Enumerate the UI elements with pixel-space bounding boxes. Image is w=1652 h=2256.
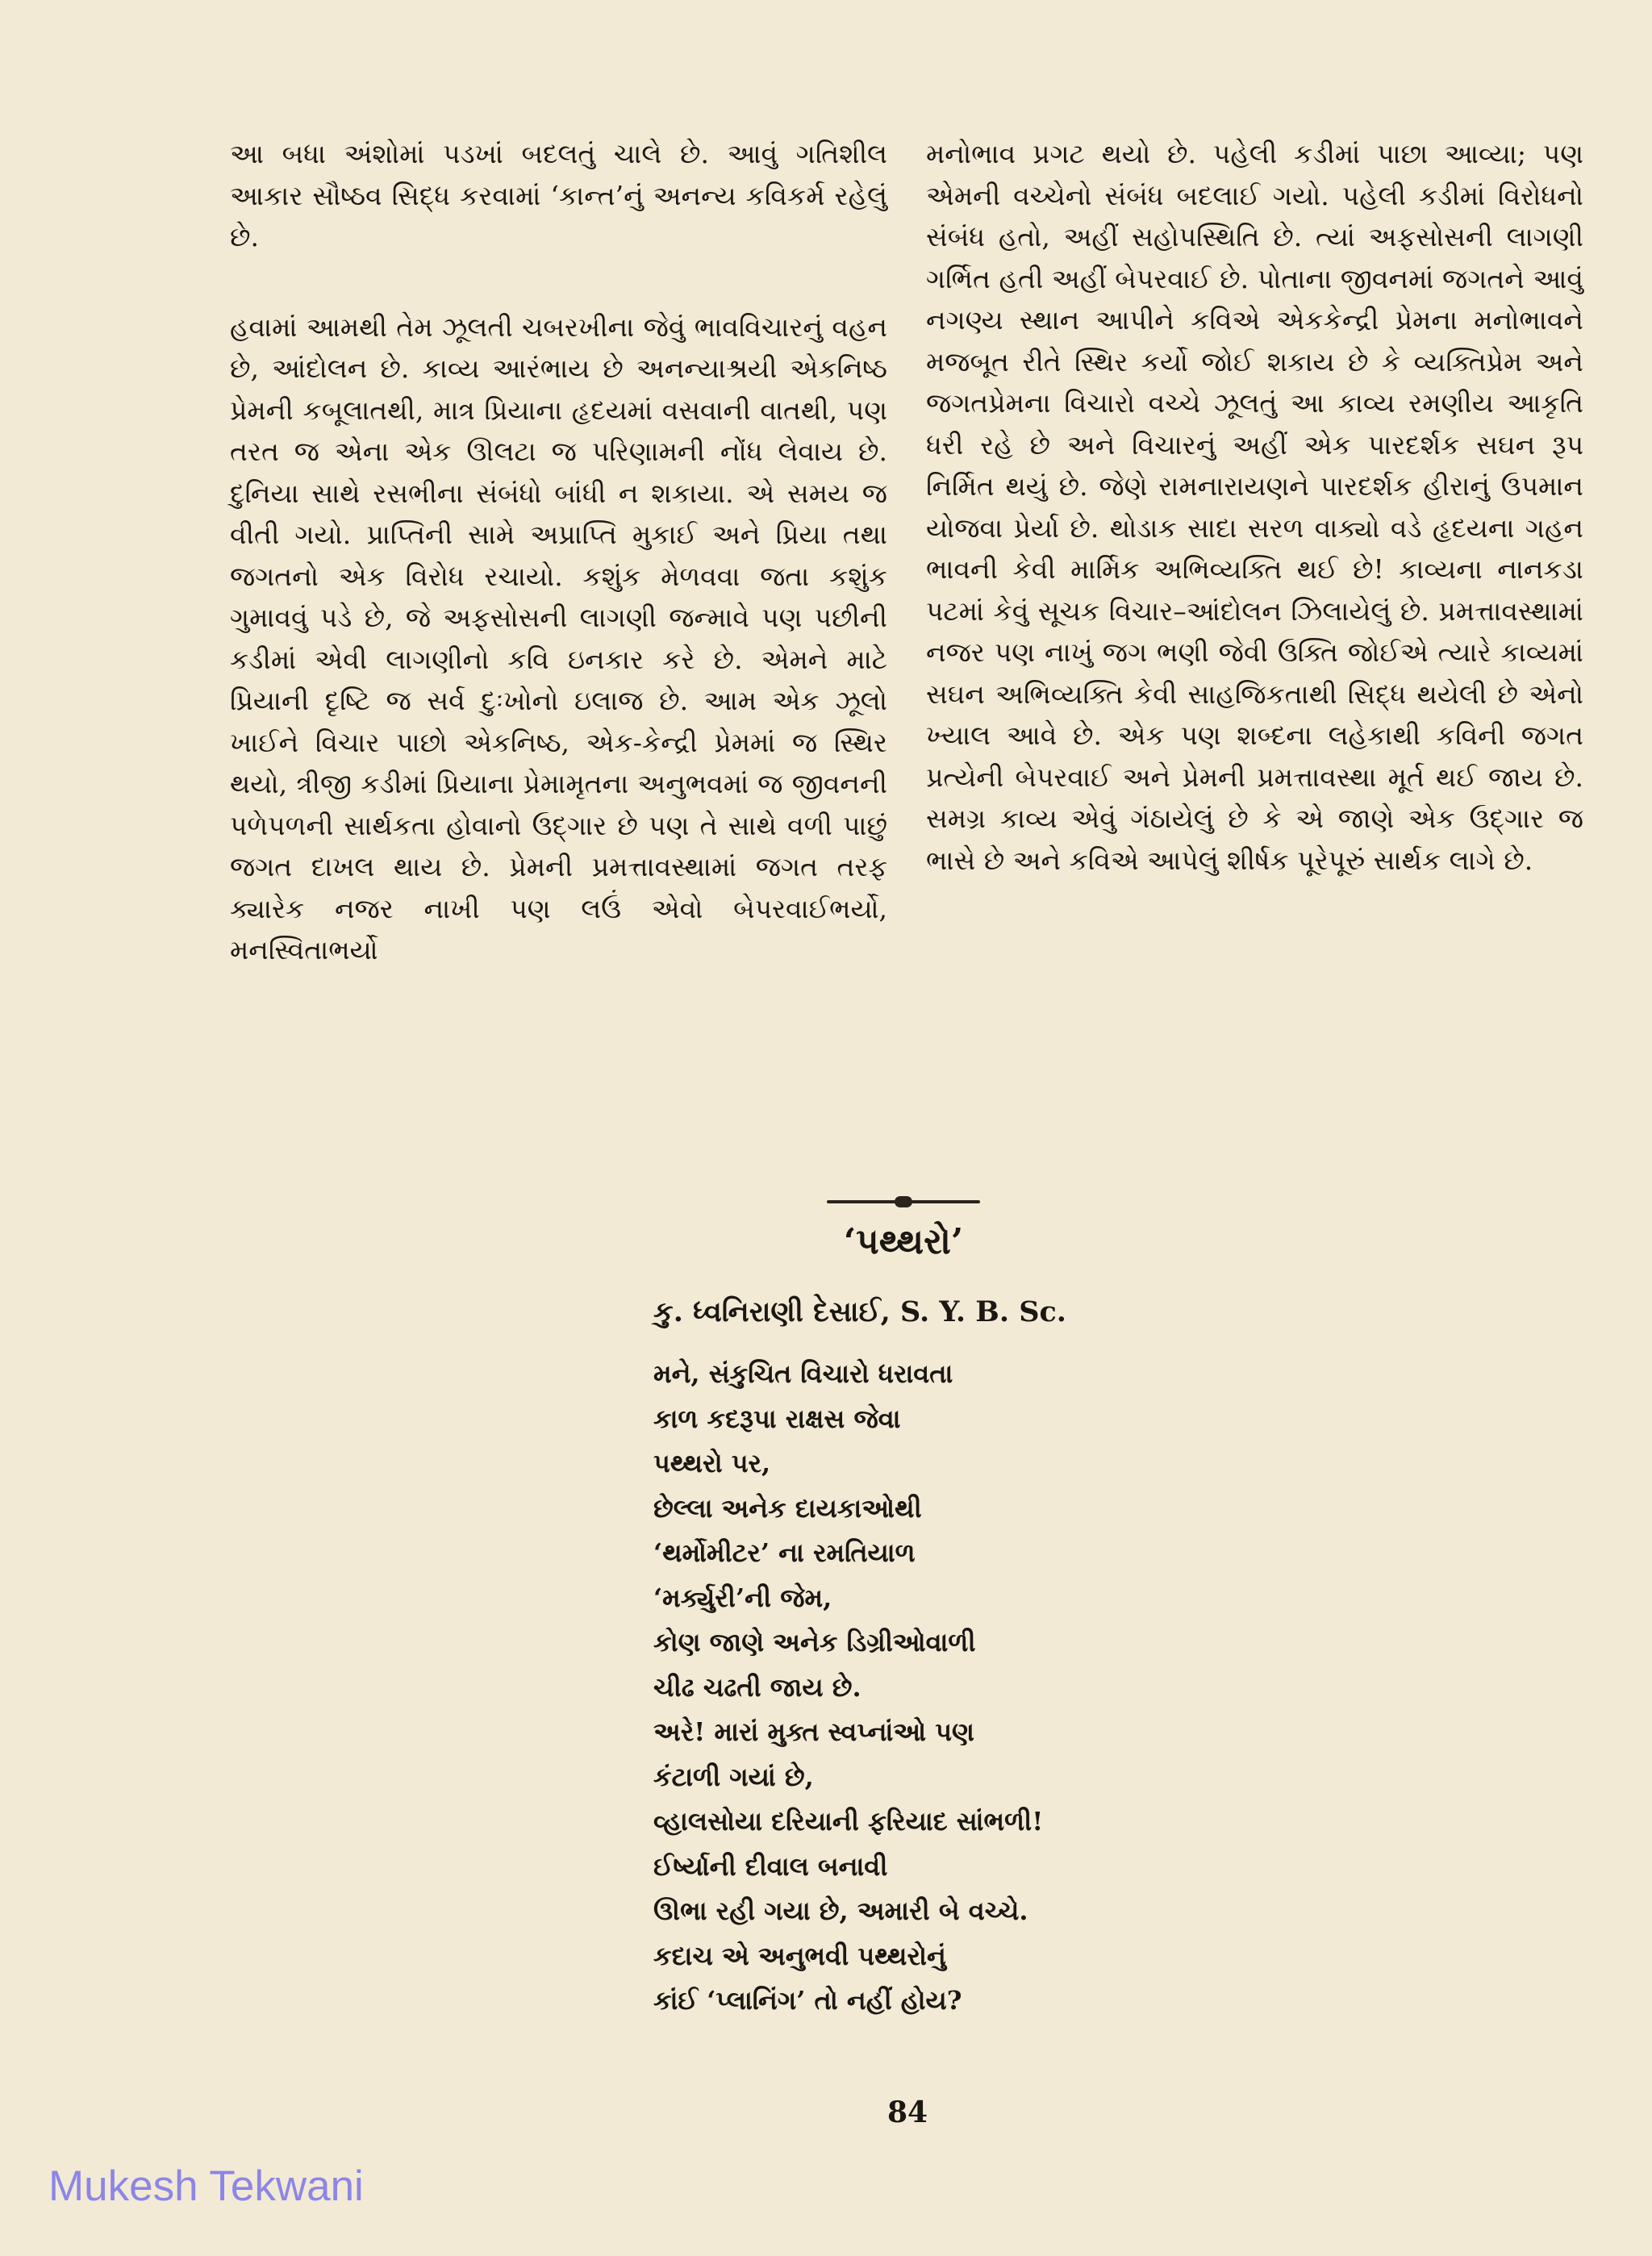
poem-line: કદાચ એ અનુભવી પથ્થરોનું (653, 1940, 946, 1971)
watermark-text: Mukesh Tekwani (48, 2162, 364, 2210)
poem-line: કાળ કદરૂપા રાક્ષસ જેવા (653, 1403, 901, 1434)
poem-line: ચીઢ ચઢતી જાય છે. (653, 1671, 861, 1703)
poem-line: અરે! મારાં મુક્ત સ્વપ્નાંઓ પણ (653, 1716, 974, 1747)
page-number: 84 (886, 2095, 928, 2129)
article-right-column (926, 133, 1583, 881)
article-paragraph: મનોભાવ પ્રગટ થયો છે. પહેલી કડીમાં પાછા આવ્યા; પણ એમની વચ્ચેનો સંબંધ બદલાઈ ગયો. પહેલી કડીમાં વિરોધનો સંબંધ હતો, અહીં સહોપસ્થિતિ છે. ત્યાં અફસોસની લાગણી ગર્ભિત હતી અહીં બેપરવાઈ છે. પોતાના જીવનમાં જગતને આવું નગણ્ય સ્થાન આપીને કવિએ એકકેન્દ્રી પ્રેમના મનોભાવને મજબૂત રીતે સ્થિર કર્યો જોઈ શકાય છે કે વ્યક્તિપ્રેમ અને જગતપ્રેમના વિચારો વચ્ચે ઝૂલતું આ કાવ્ય રમણીય આકૃતિ ધરી રહે છે અને વિચારનું અહીં એક પારદર્શક સઘન રૂપ નિર્મિત થયું છે. જેણે રામનારાયણને પારદર્શક હીરાનું ઉપમાન યોજવા પ્રેર્યા છે. થોડાક સાદા સરળ વાક્યો વડે હૃદયના ગહન ભાવની કેવી માર્મિક અભિવ્યક્તિ થઈ છે! કાવ્યના નાનકડા પટમાં કેવું સૂચક વિચાર–આંદોલન ઝિલાયેલું છે. પ્રમત્તાવસ્થામાં નજર પણ નાખું જગ ભણી જેવી ઉક્તિ જોઈએ ત્યારે કાવ્યમાં સઘન અભિવ્યક્તિ કેવી સાહજિકતાથી સિદ્ધ થયેલી છે એનો ખ્યાલ આવે છે. એક પણ શબ્દના લહેકાથી કવિની જગત પ્રત્યેની બેપરવાઈ અને પ્રેમની પ્રમત્તાવસ્થા મૂર્ત થઈ જાય છે. સમગ્ર કાવ્ય એવું ગંઠાયેલું છે કે એ જાણે એક ઉદ્ગાર જ ભાસે છે અને કવિએ આપેલું શીર્ષક પૂરેપૂરું સાર્થક લાગે છે. (926, 138, 1583, 876)
poem-line: કાંઈ ‘પ્લાનિંગ’ તો નહીં હોય? (653, 1985, 962, 2016)
poem-line: વ્હાલસોયા દરિયાની ફરિયાદ સાંભળી! (653, 1806, 1044, 1837)
poem-line: કંટાળી ગયાં છે, (653, 1761, 814, 1792)
article-paragraph: આ બધા અંશોમાં પડખાં બદલતું ચાલે છે. આવું ગતિશીલ આકાર સૌષ્ઠવ સિદ્ધ કરવામાં ‘કાન્ત’નું અનન્ય કવિકર્મ રહેલું છે. (230, 138, 887, 252)
poem-line: પથ્થરો પર, (653, 1448, 771, 1478)
poem-line: છેલ્લા અનેક દાયકાઓથી (653, 1492, 922, 1524)
poem-line: ઈર્ષ્યાની દીવાલ બનાવી (653, 1850, 888, 1882)
article-paragraph: હવામાં આમથી તેમ ઝૂલતી ચબરખીના જેવું ભાવવિચારનું વહન છે, આંદોલન છે. કાવ્ય આરંભાય છે અનન્યાશ્રયી એકનિષ્ઠ પ્રેમની કબૂલાતથી, માત્ર પ્રિયાના હૃદયમાં વસવાની વાતથી, પણ તરત જ એના એક ઊલટા જ પરિણામની નોંધ લેવાય છે. દુનિયા સાથે રસભીના સંબંધો બાંધી ન શકાયા. એ સમય જ વીતી ગયો. પ્રાપ્તિની સામે અપ્રાપ્તિ મુકાઈ અને પ્રિયા તથા જગતનો એક વિરોધ રચાયો. કશુંક મેળવવા જતા કશુંક ગુમાવવું પડે છે, જે અફસોસની લાગણી જન્માવે પણ પછીની કડીમાં એવી લાગણીનો કવિ ઇનકાર કરે છે. એમને માટે પ્રિયાની દૃષ્ટિ જ સર્વ દુઃખોનો ઇલાજ છે. આમ એક ઝૂલો ખાઈને વિચાર પાછો એકનિષ્ઠ, એક-કેન્દ્રી પ્રેમમાં જ સ્થિર થયો, ત્રીજી કડીમાં પ્રિયાના પ્રેમામૃતના અનુભવમાં જ જીવનની પળેપળની સાર્થકતા હોવાનો ઉદ્ગાર છે પણ તે સાથે વળી પાછું જગત દાખલ થાય છે. પ્રેમની પ્રમત્તાવસ્થામાં જગત તરફ ક્યારેક નજર નાખી પણ લઉં એવો બેપરવાઈભર્યો, મનસ્વિતાભર્યો (230, 311, 887, 965)
article-left-column (230, 133, 887, 971)
poem-author: કુ. ધ્વનિરાણી દેસાઈ, S. Y. B. Sc. (653, 1295, 1066, 1328)
section-divider (827, 1200, 980, 1203)
poem-line: ‘થર્મોમીટર’ ના રમતિયાળ (653, 1537, 916, 1568)
poem-line: ‘મર્ક્યુરી’ની જેમ, (653, 1582, 832, 1613)
poem-title: ‘પથ્થરો’ (843, 1221, 964, 1262)
poem-line: કોણ જાણે અનેક ડિગ્રીઓવાળી (653, 1627, 976, 1658)
poem-body (653, 1352, 1379, 2024)
poem-line: મને, સંકુચિત વિચારો ધરાવતા (653, 1358, 953, 1389)
poem-line: ઊભા રહી ગયા છે, અમારી બે વચ્ચે. (653, 1895, 1028, 1926)
